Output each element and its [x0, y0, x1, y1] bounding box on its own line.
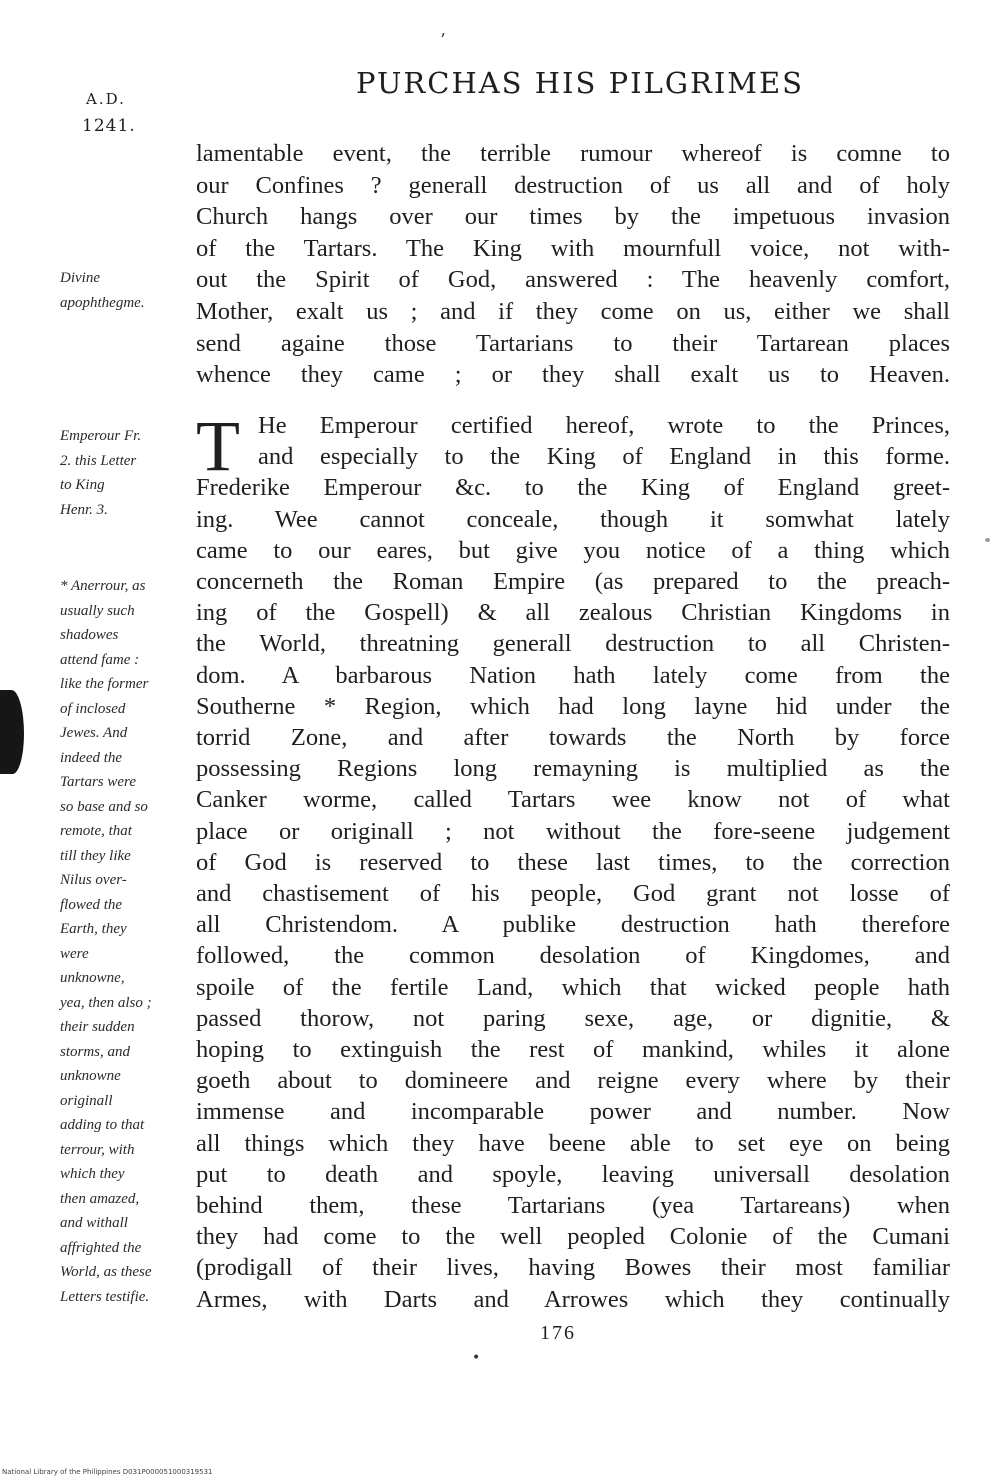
text-line: place or originall ; not without the fore-seene judgement [196, 817, 950, 845]
margin-line: yea, then also ; [60, 994, 152, 1011]
margin-line: were [60, 945, 89, 962]
text-line: possessing Regions long remayning is multiplied as the [196, 755, 950, 783]
text-line: behind them, these Tartarians (yea Tartareans) when [196, 1192, 950, 1219]
margin-line: shadowes [60, 627, 119, 643]
text-line: Southerne * Region, which had long layne hid under the [196, 692, 950, 720]
margin-line: World, as these [60, 1264, 152, 1280]
text-line: out the Spirit of God, answered : The heavenly comfort, [196, 266, 950, 294]
text-line: ing of the Gospell) & all zealous Christian Kingdoms in [196, 599, 950, 627]
margin-line: and withall [60, 1215, 128, 1231]
text-line: He Emperour certified hereof, wrote to the Princes, [258, 412, 950, 439]
margin-line: Emperour Fr. [60, 428, 142, 444]
margin-line: apophthegme. [60, 294, 145, 311]
margin-line: Letters testifie. [60, 1288, 150, 1305]
text-line: spoile of the fertile Land, which that wicked people hath [196, 973, 950, 1001]
text-line: dom. A barbarous Nation hath lately come from the [196, 661, 950, 689]
margin-line: unknowne [60, 1068, 121, 1084]
margin-line: Tartars were [60, 774, 136, 790]
text-line: came to our eares, but give you notice of a thing which [196, 536, 950, 564]
text-line: our Confines ? generall destruction of us all and of holy [196, 171, 950, 199]
margin-line: till they like [60, 847, 131, 864]
text-line: Canker worme, called Tartars wee know not of what [196, 786, 950, 814]
margin-line: Divine [60, 270, 100, 286]
margin-line: storms, and [60, 1043, 131, 1060]
text-line: passed thorow, not paring sexe, age, or dignitie, & [196, 1004, 950, 1032]
text-line: and chastisement of his people, God grant not losse of [196, 880, 950, 907]
margin-line: Nilus over- [60, 872, 127, 888]
margin-line: Jewes. And [60, 725, 128, 741]
margin-note-errour [60, 574, 185, 1309]
thumb-shadow [0, 690, 24, 774]
text-line: lamentable event, the terrible rumour whereof is comne to [196, 140, 950, 167]
margin-line: attend fame : [60, 651, 140, 668]
drop-cap: T [196, 406, 240, 486]
anno-domini-label: A.D. [86, 90, 126, 108]
margin-line: affrighted the [60, 1239, 142, 1256]
text-line: put to death and spoyle, leaving universall desolation [196, 1160, 950, 1188]
text-line: the World, threatning generall destruction to all Christen- [196, 630, 950, 658]
text-line: torrid Zone, and after towards the North by force [196, 724, 950, 751]
text-line: all Christendom. A publike destruction hath therefore [196, 911, 950, 939]
text-line: (prodigall of their lives, having Bowes their most familiar [196, 1254, 950, 1282]
text-line: followed, the common desolation of Kingdomes, and [196, 942, 950, 970]
margin-line: then amazed, [60, 1190, 140, 1207]
paper-speck [985, 538, 990, 542]
margin-note-divine [60, 266, 185, 315]
text-line: send againe those Tartarians to their Tartarean places [196, 329, 950, 357]
margin-line: their sudden [60, 1019, 135, 1035]
folio-number: 176 [540, 1322, 576, 1344]
text-line: concerneth the Roman Empire (as prepared to the preach- [196, 568, 950, 595]
text-line: of God is reserved to these last times, to the correction [196, 848, 950, 876]
margin-line: indeed the [60, 749, 123, 766]
margin-line: like the former [60, 676, 149, 692]
margin-line: so base and so [60, 798, 148, 815]
ink-dot: • [472, 1350, 481, 1366]
margin-line: flowed the [60, 896, 123, 913]
margin-line: terrour, with [60, 1141, 135, 1158]
text-line: and especially to the King of England in this forme. [258, 443, 950, 471]
text-line: hoping to extinguish the rest of mankind, whiles it alone [196, 1036, 950, 1063]
text-line: ing. Wee cannot conceale, though it somwhat lately [196, 505, 950, 533]
scan-footer: National Library of the Philippines D031P000051000319531 [2, 1468, 213, 1476]
printer-mark: ’ [440, 30, 446, 51]
margin-line: unknowne, [60, 970, 125, 986]
text-line: they had come to the well peopled Colonie of the Cumani [196, 1223, 950, 1251]
margin-line: * Anerrour, as [60, 578, 146, 594]
margin-line: adding to that [60, 1117, 145, 1133]
text-line: of the Tartars. The King with mournfull voice, not with- [196, 234, 950, 262]
text-line: Armes, with Darts and Arrowes which they continually [196, 1285, 950, 1313]
year-label: 1241. [82, 116, 136, 136]
text-line: all things which they have beene able to set eye on being [196, 1129, 950, 1157]
margin-line: 2. this Letter [60, 452, 137, 469]
running-title: PURCHAS HIS PILGRIMES [355, 66, 805, 100]
margin-line: to King [60, 477, 105, 493]
margin-line: remote, that [60, 823, 132, 839]
margin-line: originall [60, 1092, 113, 1109]
margin-line: of inclosed [60, 700, 126, 717]
text-line: goeth about to domineere and reigne every where by their [196, 1067, 950, 1095]
text-line: Mother, exalt us ; and if they come on us, either we shall [196, 298, 950, 325]
margin-line: Henr. 3. [60, 501, 108, 518]
margin-note-emperour [60, 424, 185, 522]
margin-line: Earth, they [60, 921, 127, 937]
margin-line: usually such [60, 602, 135, 619]
text-line: immense and incomparable power and number. Now [196, 1098, 950, 1126]
text-line: Church hangs over our times by the impetuous invasion [196, 203, 950, 231]
text-line: whence they came ; or they shall exalt us to Heaven. [196, 361, 950, 389]
margin-line: which they [60, 1166, 125, 1182]
text-line: Frederike Emperour &c. to the King of England greet- [196, 474, 950, 502]
